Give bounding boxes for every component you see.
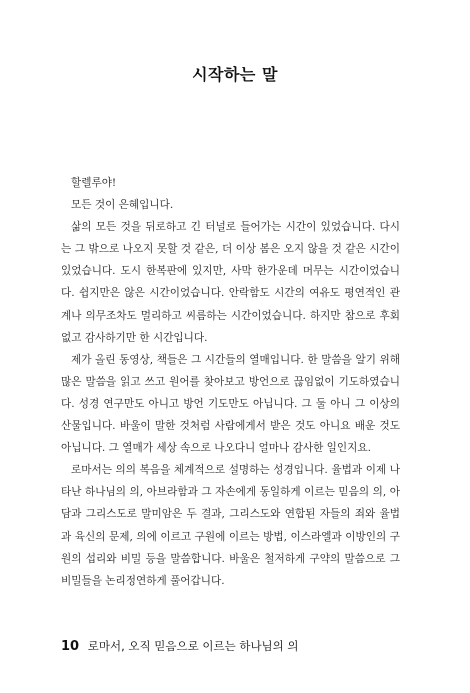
paragraph-4: 제가 올린 동영상, 책들은 그 시간들의 열매입니다. 한 말씀을 알기 위해 많은 말씀을 읽고 쓰고 원어를 찾아보고 방언으로 끊임없이 기도하였습니다. 성경 연구만도 아니고 방언 기도만도 아닙니다. 그 둘 아니 그 이상의 산물입니다. 바울이 말한 것처럼 사람에게서 받은 것도 아니요 배운 것도 아닙니다. 그 열매가 세상 속으로 나오다니 얼마나 감사한 일인지요. — [61, 353, 400, 455]
paragraph-2: 모든 것이 은혜입니다. — [71, 199, 174, 212]
paragraph-3: 삶의 모든 것을 뒤로하고 긴 터널로 들어가는 시간이 있었습니다. 다시는 그 밖으로 나오지 못할 것 같은, 더 이상 봄은 오지 않을 것 같은 시간이 있었습니다. 도시 한복판에 있지만, 사막 한가운데 머무는 시간이었습니다. 쉽지만은 않은 시간이었습니다. 안락함도 시간의 여유도 평연적인 관계나 의무조차도 멀리하고 씨름하는 시간이었습니다. 하지만 참으로 후회 없고 감사하기만 한 시간입니다. — [61, 221, 400, 344]
page-footer — [61, 638, 299, 654]
page-title: 시작하는 말 — [192, 65, 278, 84]
body-text — [61, 172, 400, 592]
paragraph-1: 할렐루야! — [71, 177, 117, 189]
page-number: 10 — [61, 639, 80, 654]
paragraph-5: 로마서는 의의 복음을 체계적으로 설명하는 성경입니다. 율법과 이제 나타난 하나님의 의, 아브라함과 그 자손에게 동일하게 이르는 믿음의 의, 아담과 그리스도로 말미암은 두 결과, 그리스도와 연합된 자들의 죄와 율법과 육신의 문제, 의에 이르고 구원에 이르는 방법, 이스라엘과 이방인의 구원의 섭리와 비밀 등을 말씀합니다. 바울은 철저하게 구약의 말씀으로 그 비밀들을 논리정연하게 풀어갑니다. — [61, 464, 400, 587]
running-title: 로마서, 오직 믿음으로 이르는 하나님의 의 — [87, 639, 299, 653]
